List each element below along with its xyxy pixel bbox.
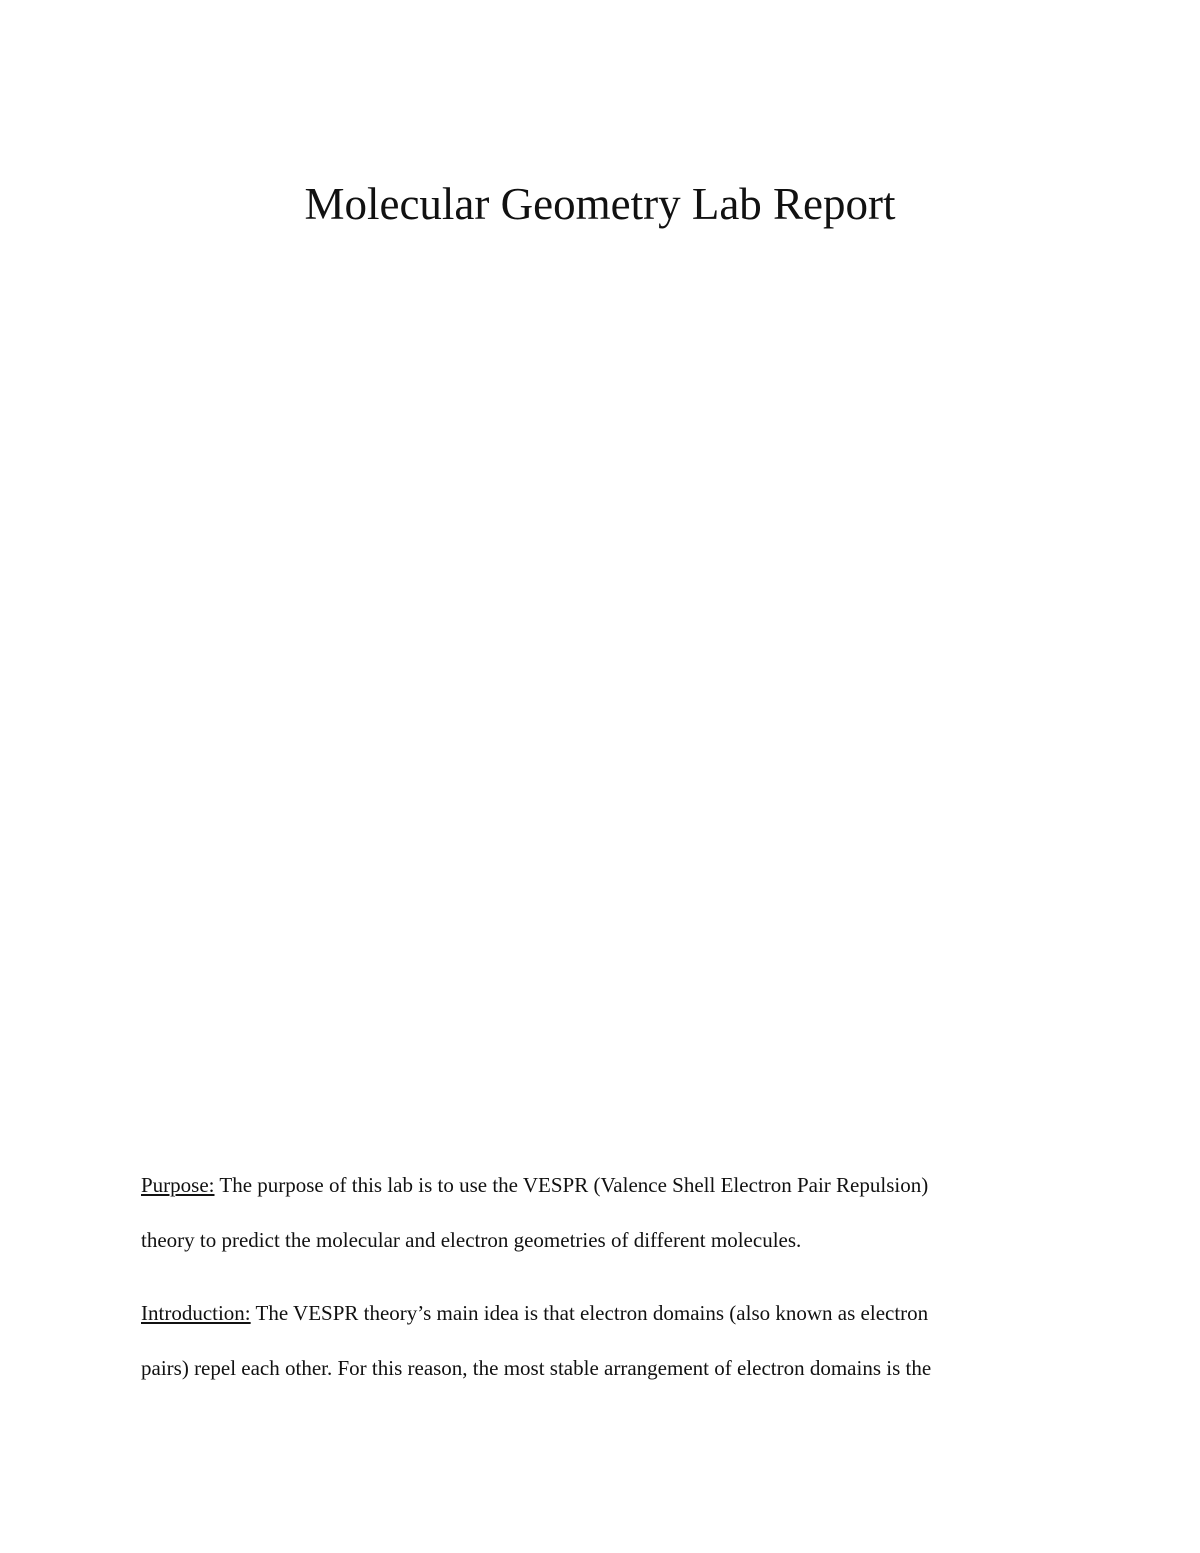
introduction-paragraph	[141, 1286, 1041, 1396]
introduction-label: Introduction:	[141, 1301, 251, 1325]
introduction-line-2: pairs) repel each other. For this reason, the most stable arrangement of electron domains is the	[141, 1356, 932, 1380]
purpose-label: Purpose:	[141, 1173, 215, 1197]
purpose-line-2: theory to predict the molecular and electron geometries of different molecules.	[141, 1228, 802, 1252]
purpose-paragraph	[141, 1158, 1041, 1268]
purpose-text-1: The purpose of this lab is to use the VESPR (Valence Shell Electron Pair Repulsion)	[214, 1173, 929, 1197]
purpose-line-1	[141, 1158, 1041, 1213]
introduction-line-1	[141, 1286, 1041, 1341]
page-title: Molecular Geometry Lab Report	[304, 179, 896, 229]
document-body	[141, 1158, 1041, 1414]
introduction-text-1: The VESPR theory’s main idea is that electron domains (also known as electron	[250, 1301, 929, 1325]
